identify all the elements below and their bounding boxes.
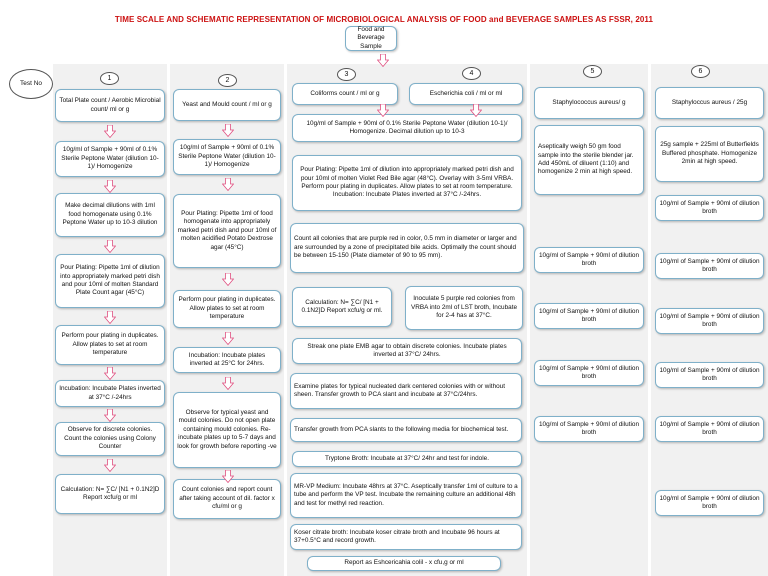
down-arrow-icon [104, 367, 116, 380]
test-no-label: Test No [9, 69, 53, 99]
down-arrow-icon [104, 125, 116, 138]
col34-calculation-box: Calculation: N= ∑C/ [N1 + 0.1N2]D Report xcfu/g or ml. [292, 287, 392, 327]
column-number-3: 3 [337, 68, 356, 81]
col5-dilution-box-4: 10g/ml of Sample + 90ml of dilution broth [534, 416, 644, 442]
col34-transfer-box: Transfer growth from PCA slants to the following media for biochemical test. [290, 418, 522, 442]
down-arrow-icon [222, 273, 234, 286]
down-arrow-icon [377, 54, 389, 67]
down-arrow-icon [104, 240, 116, 253]
col6-sample-box: 25g sample + 225ml of Butterfields Buffered phosphate. Homogenize 2min at high speed. [655, 126, 764, 182]
col34-mrvp-box: MR-VP Medium: Incubate 48hrs at 37°C. Aseptically transfer 1ml of culture to a tube and perform the VP test. Incubate the remaining culture an additional 48h and test for methyl red reaction. [290, 473, 522, 518]
col2-observe-box: Observe for typical yeast and mould colonies. Do not open plate containing mould colonies. Re-incubate plates up to 5-7 days and look for growth before reporting -ve [173, 392, 281, 468]
col6-dilution-box-1: 10g/ml of Sample + 90ml of dilution broth [655, 195, 764, 221]
col1-dilution-box: 10g/ml of Sample + 90ml of 0.1% Sterile Peptone Water (dilution 10-1)/ Homogenize [55, 141, 165, 177]
down-arrow-icon [222, 178, 234, 191]
column-number-4: 4 [462, 67, 481, 80]
col1-incubation-box: Incubation: Incubate Plates inverted at 37°C /-24hrs [55, 380, 165, 407]
col5-dilution-box-3: 10g/ml of Sample + 90ml of dilution broth [534, 360, 644, 386]
down-arrow-icon [222, 470, 234, 483]
col6-dilution-box-6: 10g/ml of Sample + 90ml of dilution broth [655, 490, 764, 516]
col34-pour-plating-box: Pour Plating: Pipette 1ml of dilution into appropriately marked petri dish and pour 10ml of molten Violet Red Bile agar (48°C). Overlay with 3-5ml VRBA. Perform pour plating in duplicates. Allow plates to set at room temperature. Incubation: Incubate Plates inverted at 37°C /-24hrs. [292, 155, 522, 211]
col1-pour-plating-box: Pour Plating: Pipette 1ml of dilution into appropriately marked petri dish and pour 10ml of molten Standard Plate Count agar (45°C) [55, 254, 165, 308]
col34-inoculate-box: Inoculate 5 purple red colonies from VRBA into 2ml of LST broth, Incubate for 2-4 has at 37°C. [405, 286, 523, 330]
down-arrow-icon [104, 459, 116, 472]
col1-decimal-dilution-box: Make decimal dilutions with 1ml food homogenate using 0.1% Peptone Water up to 10-3 dilution [55, 193, 165, 237]
down-arrow-icon [222, 124, 234, 137]
col34-dilution-box: 10g/ml of Sample + 90ml of 0.1% Sterile Peptone Water (dilution 10-1)/ Homogenize. Decimal dilution up to 10-3 [292, 114, 522, 142]
col34-streak-box: Streak one plate EMB agar to obtain discrete colonies. Incubate plates inverted at 37°C/ 24hrs. [292, 338, 522, 364]
col2-count-box: Count colonies and report count after taking account of dil. factor x cfu/ml or g [173, 479, 281, 519]
col34-koser-box: Koser citrate broth: Incubate koser citrate broth and Incubate 96 hours at 37+0.5°C and record growth. [290, 524, 522, 550]
col34-count-box: Count all colonies that are purple red in color, 0.5 mm in diameter or larger and are surrounded by a zone of precipitated bile acids. Optimally the count should be between 15-150 (Plate diameter of 90 to 95 mm). [290, 223, 524, 273]
down-arrow-icon [104, 311, 116, 324]
col1-calculation-box: Calculation: N= ∑C/ [N1 + 0.1N2]D Report xcfu/g or ml [55, 474, 165, 514]
col2-dilution-box: 10g/ml of Sample + 90ml of 0.1% Sterile Peptone Water (dilution 10-1)/ Homogenize [173, 139, 281, 175]
column-number-1: 1 [100, 72, 119, 85]
column-number-2: 2 [218, 74, 237, 87]
col34-examine-box: Examine plates for typical nucleated dark centered colonies with or without sheen. Transfer growth to PCA slant and incubate at 37°C/24hrs. [290, 373, 522, 409]
col34-tryptone-box: Tryptone Broth: Incubate at 37°C/ 24hr and test for indole. [292, 451, 522, 467]
col5-dilution-box-1: 10g/ml of Sample + 90ml of dilution broth [534, 247, 644, 273]
col4-header-box: Escherichia coli / ml or ml [409, 83, 523, 105]
food-sample-box: Food and Beverage Sample [345, 26, 397, 51]
down-arrow-icon [104, 180, 116, 193]
col6-dilution-box-4: 10g/ml of Sample + 90ml of dilution broth [655, 362, 764, 388]
col5-dilution-box-2: 10g/ml of Sample + 90ml of dilution broth [534, 303, 644, 329]
column-number-5: 5 [583, 65, 602, 78]
down-arrow-icon [470, 104, 482, 117]
col1-observe-box: Observe for discrete colonies. Count the colonies using Colony Counter [55, 422, 165, 456]
down-arrow-icon [377, 104, 389, 117]
col6-dilution-box-5: 10g/ml of Sample + 90ml of dilution broth [655, 416, 764, 442]
col2-pour-plating-box: Pour Plating: Pipette 1ml of food homogenate into appropriately marked petri dish and pour 10ml of molten acidified Potato Dextrose agar (45°C) [173, 194, 281, 268]
down-arrow-icon [222, 377, 234, 390]
column-number-6: 6 [691, 65, 710, 78]
down-arrow-icon [222, 332, 234, 345]
col2-duplicates-box: Perform pour plating in duplicates. Allow plates to set at room temperature [173, 290, 281, 328]
col1-duplicates-box: Perform pour plating in duplicates. Allow plates to set at room temperature [55, 325, 165, 365]
col2-incubation-box: Incubation: Incubate plates inverted at 25°C for 24hrs. [173, 347, 281, 373]
col3-header-box: Coliforms count / ml or g [292, 83, 398, 105]
col6-dilution-box-3: 10g/ml of Sample + 90ml of dilution broth [655, 308, 764, 334]
col6-dilution-box-2: 10g/ml of Sample + 90ml of dilution broth [655, 253, 764, 279]
col5-weigh-box: Aseptically weigh 50 gm food sample into the sterile blender jar. Add 450mL of diluent (1:10) and homogenize 2 min at high speed. [534, 125, 644, 195]
page-title: TIME SCALE AND SCHEMATIC REPRESENTATION OF MICROBIOLOGICAL ANALYSIS OF FOOD and BEVERAGE SAMPLES AS FSSR, 2011 [114, 15, 654, 24]
col34-report-box: Report as Eshcericahia colil - x cfu,g or ml [307, 556, 501, 571]
col5-header-box: Staphylococcus aureus/ g [534, 87, 644, 119]
col2-header-box: Yeast and Mould count / ml or g [173, 89, 281, 121]
col1-header-box: Total Plate count / Aerobic Microbial count/ ml or g [55, 89, 165, 122]
down-arrow-icon [104, 409, 116, 422]
col6-header-box: Staphyloccus aureus / 25g [655, 87, 764, 119]
